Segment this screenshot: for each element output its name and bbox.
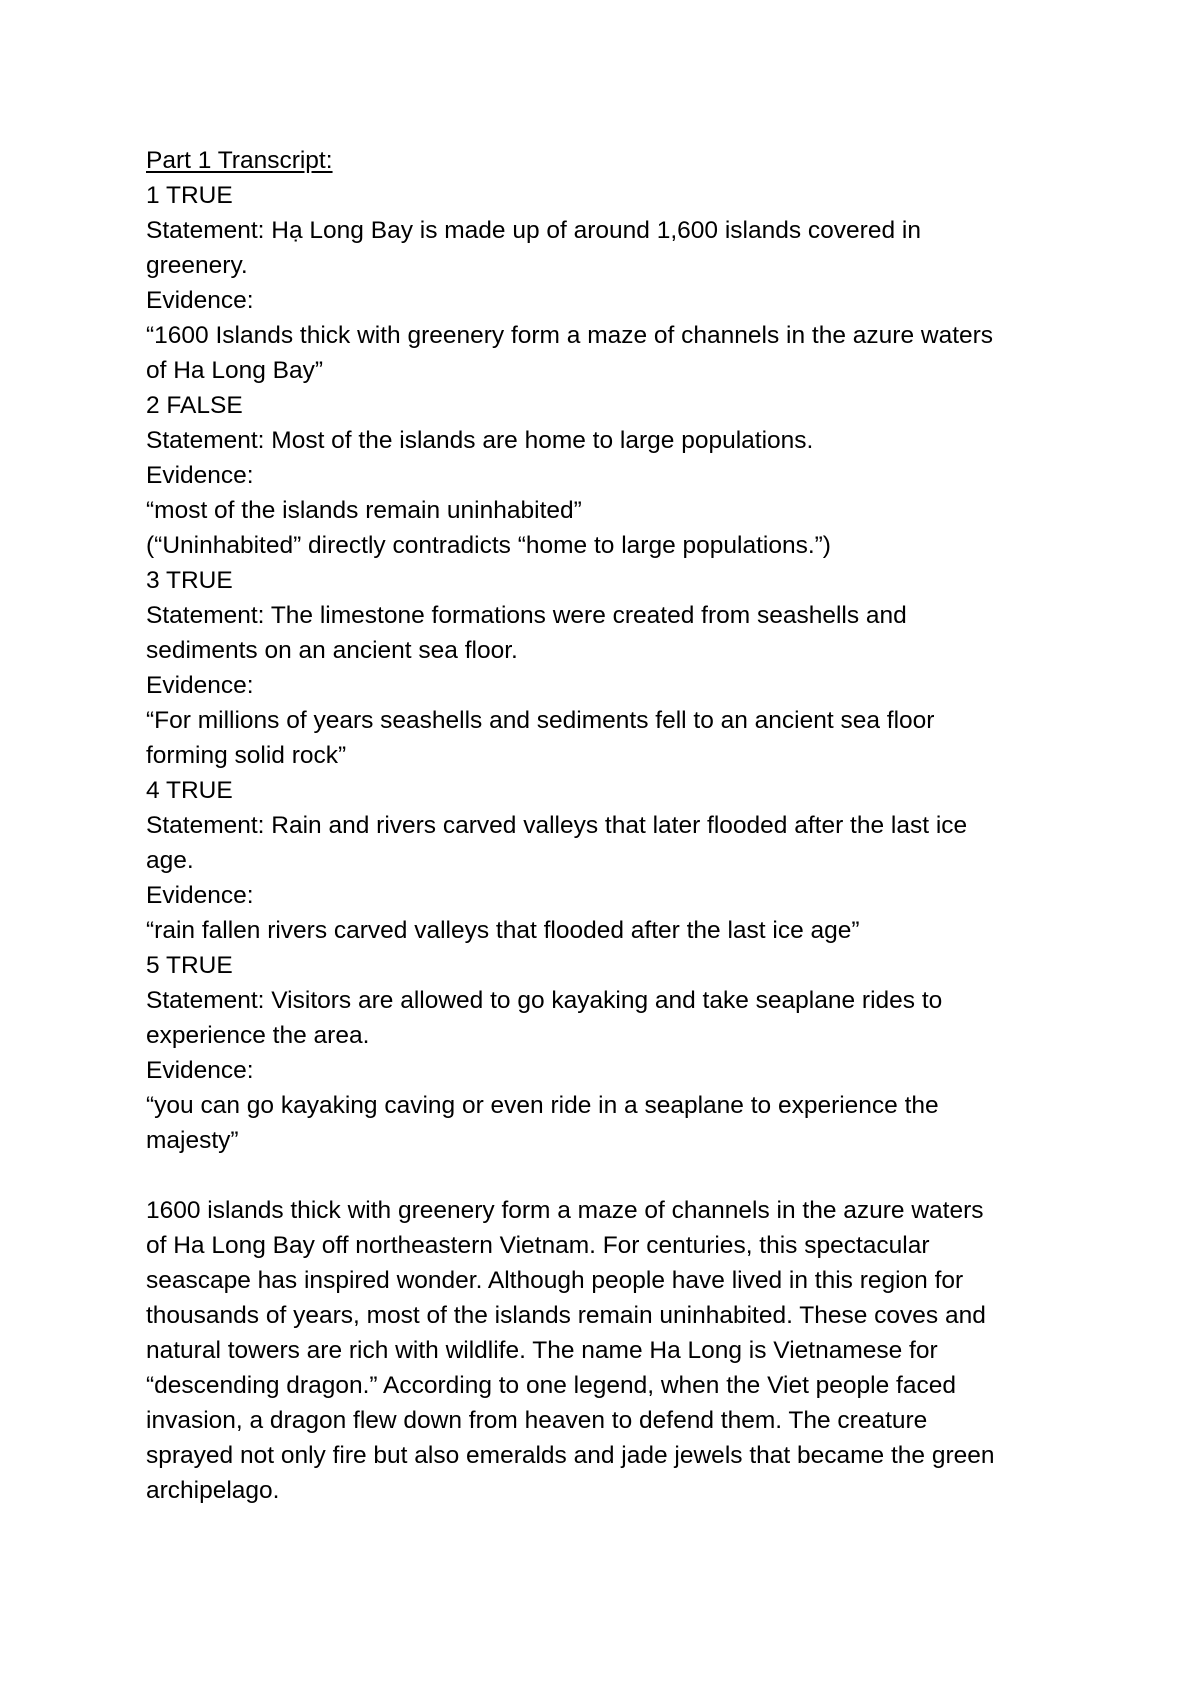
answer-item-3 (146, 563, 1076, 773)
answer-item-2 (146, 388, 1076, 563)
statement-line: experience the area. (146, 1022, 370, 1049)
evidence-label: Evidence: (146, 882, 254, 909)
answer-item-1 (146, 178, 1076, 388)
answer-label: 1 TRUE (146, 182, 233, 209)
statement-line: sediments on an ancient sea floor. (146, 637, 518, 664)
evidence-label: Evidence: (146, 462, 254, 489)
statement-line: Statement: Hạ Long Bay is made up of around 1,600 islands covered in (146, 217, 921, 244)
evidence-line: “For millions of years seashells and sediments fell to an ancient sea floor (146, 707, 935, 734)
answer-label: 5 TRUE (146, 952, 233, 979)
document-body (146, 143, 1076, 1508)
transcript-line: sprayed not only fire but also emeralds and jade jewels that became the green (146, 1442, 995, 1469)
answer-label: 4 TRUE (146, 777, 233, 804)
evidence-label: Evidence: (146, 1057, 254, 1084)
evidence-line: majesty” (146, 1127, 239, 1154)
transcript-line: 1600 islands thick with greenery form a maze of channels in the azure waters (146, 1197, 984, 1224)
transcript-line: natural towers are rich with wildlife. The name Ha Long is Vietnamese for (146, 1337, 938, 1364)
statement-line: age. (146, 847, 194, 874)
evidence-line: “rain fallen rivers carved valleys that flooded after the last ice age” (146, 917, 860, 944)
transcript-line: seascape has inspired wonder. Although people have lived in this region for (146, 1267, 964, 1294)
evidence-line: “most of the islands remain uninhabited” (146, 497, 582, 524)
answer-item-4 (146, 773, 1076, 948)
answer-item-5 (146, 948, 1076, 1158)
page-heading: Part 1 Transcript: (146, 147, 333, 174)
statement-line: Statement: Visitors are allowed to go kayaking and take seaplane rides to (146, 987, 943, 1014)
statement-line: Statement: Most of the islands are home to large populations. (146, 427, 814, 454)
paragraph-spacer (146, 1158, 1076, 1193)
evidence-line: of Ha Long Bay” (146, 357, 324, 384)
evidence-line: “1600 Islands thick with greenery form a maze of channels in the azure waters (146, 322, 994, 349)
evidence-label: Evidence: (146, 672, 254, 699)
answer-label: 3 TRUE (146, 567, 233, 594)
statement-line: Statement: The limestone formations were created from seashells and (146, 602, 907, 629)
transcript-line: thousands of years, most of the islands remain uninhabited. These coves and (146, 1302, 986, 1329)
statement-line: greenery. (146, 252, 248, 279)
evidence-label: Evidence: (146, 287, 254, 314)
evidence-line: (“Uninhabited” directly contradicts “home to large populations.”) (146, 532, 831, 559)
answer-label: 2 FALSE (146, 392, 243, 419)
transcript-line: invasion, a dragon flew down from heaven to defend them. The creature (146, 1407, 928, 1434)
transcript-line: of Ha Long Bay off northeastern Vietnam. For centuries, this spectacular (146, 1232, 930, 1259)
transcript-line: “descending dragon.” According to one legend, when the Viet people faced (146, 1372, 956, 1399)
evidence-line: forming solid rock” (146, 742, 347, 769)
evidence-line: “you can go kayaking caving or even ride in a seaplane to experience the (146, 1092, 939, 1119)
transcript-paragraph (146, 1193, 1076, 1508)
statement-line: Statement: Rain and rivers carved valleys that later flooded after the last ice (146, 812, 968, 839)
transcript-line: archipelago. (146, 1477, 280, 1504)
